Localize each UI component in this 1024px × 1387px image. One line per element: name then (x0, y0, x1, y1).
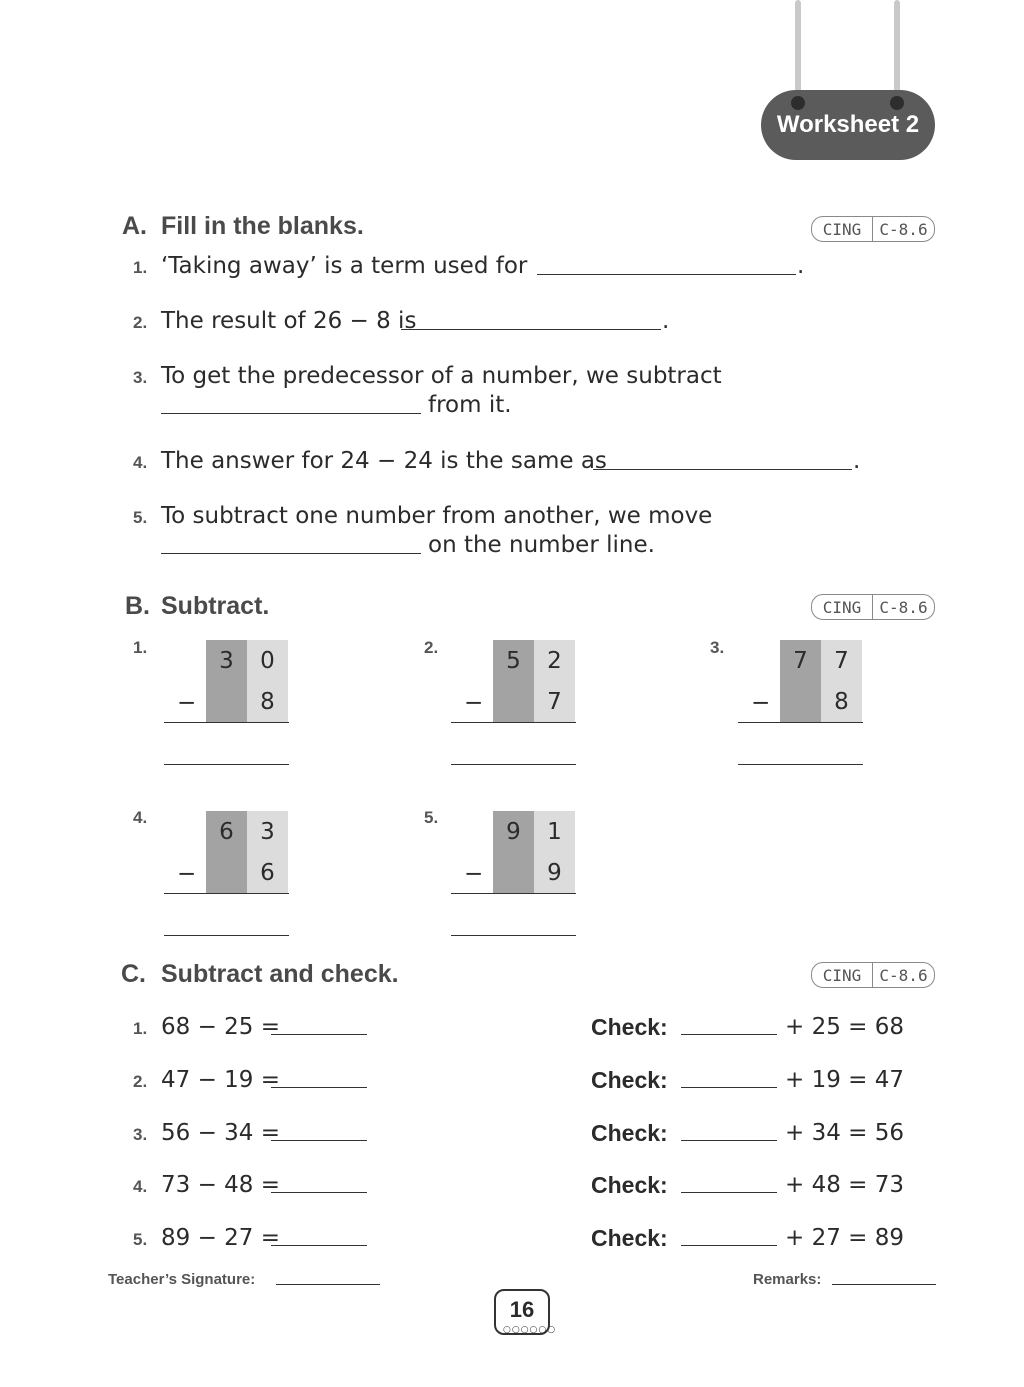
check-blank[interactable] (681, 1087, 777, 1088)
item-text-end: from it. (428, 392, 512, 418)
check-expression: + 25 = 68 (785, 1014, 905, 1040)
check-label: Check: (591, 1014, 668, 1040)
answer-blank[interactable] (537, 274, 796, 275)
item-number: 5. (133, 1230, 148, 1249)
item-number: 4. (133, 1177, 148, 1196)
check-expression: + 19 = 47 (785, 1067, 905, 1093)
subtraction-expression: 56 − 34 = (161, 1120, 281, 1146)
problem-number: 2. (424, 638, 439, 657)
minus-sign: − (464, 861, 484, 887)
digit-tens: 3 (206, 640, 247, 681)
item-text-end: . (853, 448, 861, 474)
answer-blank[interactable] (161, 553, 421, 554)
code-badge-right: C-8.6 (879, 219, 928, 239)
digit-ones: 8 (821, 681, 862, 722)
minus-sign: − (177, 861, 197, 887)
check-blank[interactable] (681, 1140, 777, 1141)
teacher-signature-label: Teacher’s Signature: (108, 1271, 256, 1288)
tag-string-left (795, 0, 801, 96)
tag-string-right (894, 0, 900, 96)
answer-blank[interactable] (271, 1245, 367, 1246)
check-expression: + 48 = 73 (785, 1172, 905, 1198)
item-text-end: on the number line. (428, 532, 655, 558)
section-b-title: Subtract. (161, 592, 270, 620)
digit-ones: 2 (534, 640, 575, 681)
item-number: 3. (133, 1125, 148, 1144)
section-b-letter: B. (125, 592, 150, 620)
answer-blank[interactable] (738, 764, 863, 765)
item-number: 1. (133, 1019, 148, 1038)
item-text: The result of 26 − 8 is (161, 308, 417, 334)
digit-tens: 7 (780, 640, 821, 681)
problem-rule (164, 893, 289, 894)
item-number: 4. (133, 453, 148, 472)
digit-tens (493, 852, 534, 893)
check-blank[interactable] (681, 1192, 777, 1193)
page-badge-dots: ○○○○○○ (503, 1325, 557, 1335)
answer-blank[interactable] (401, 329, 661, 330)
answer-blank[interactable] (164, 935, 289, 936)
remarks-label: Remarks: (753, 1271, 822, 1288)
digit-ones: 7 (821, 640, 862, 681)
section-c-letter: C. (121, 960, 146, 988)
digit-ones: 1 (534, 811, 575, 852)
subtraction-expression: 47 − 19 = (161, 1067, 281, 1093)
digit-tens: 9 (493, 811, 534, 852)
digit-ones: 3 (247, 811, 288, 852)
subtraction-expression: 89 − 27 = (161, 1225, 281, 1251)
page-number: 16 (509, 1297, 535, 1322)
tag-ring-left (791, 96, 805, 110)
tag-ring-right (890, 96, 904, 110)
section-c-code-badge (811, 962, 935, 988)
digit-tens: 5 (493, 640, 534, 681)
check-blank[interactable] (681, 1245, 777, 1246)
item-number: 2. (133, 1072, 148, 1091)
minus-sign: − (751, 690, 771, 716)
problem-number: 4. (133, 808, 148, 827)
item-number: 2. (133, 313, 148, 332)
digit-ones: 6 (247, 852, 288, 893)
digit-ones: 7 (534, 681, 575, 722)
check-label: Check: (591, 1225, 668, 1251)
answer-blank[interactable] (451, 935, 576, 936)
answer-blank[interactable] (271, 1034, 367, 1035)
problem-number: 1. (133, 638, 148, 657)
minus-sign: − (177, 690, 197, 716)
digit-tens: 6 (206, 811, 247, 852)
item-text: ‘Taking away’ is a term used for (161, 253, 528, 279)
section-b-code-badge (811, 594, 935, 620)
problem-rule (164, 722, 289, 723)
digit-tens (206, 852, 247, 893)
section-a-code-badge (811, 216, 935, 242)
check-blank[interactable] (681, 1034, 777, 1035)
digit-ones: 8 (247, 681, 288, 722)
digit-tens (493, 681, 534, 722)
section-c-title: Subtract and check. (161, 960, 399, 988)
item-text: To get the predecessor of a number, we subtract (161, 363, 722, 389)
item-text-end: . (797, 253, 805, 279)
problem-number: 5. (424, 808, 439, 827)
section-a-title: Fill in the blanks. (161, 212, 364, 240)
problem-rule (451, 722, 576, 723)
answer-blank[interactable] (451, 764, 576, 765)
minus-sign: − (464, 690, 484, 716)
answer-blank[interactable] (164, 764, 289, 765)
check-expression: + 27 = 89 (785, 1225, 905, 1251)
check-label: Check: (591, 1120, 668, 1146)
digit-tens (206, 681, 247, 722)
section-a-letter: A. (122, 212, 147, 240)
item-number: 5. (133, 508, 148, 527)
remarks-blank[interactable] (832, 1284, 936, 1285)
check-label: Check: (591, 1067, 668, 1093)
teacher-signature-blank[interactable] (276, 1284, 380, 1285)
subtraction-expression: 68 − 25 = (161, 1014, 281, 1040)
check-label: Check: (591, 1172, 668, 1198)
code-badge-left: CING (812, 595, 873, 619)
problem-number: 3. (710, 638, 725, 657)
answer-blank[interactable] (271, 1087, 367, 1088)
item-number: 3. (133, 368, 148, 387)
code-badge-right: C-8.6 (879, 597, 928, 617)
answer-blank[interactable] (271, 1140, 367, 1141)
worksheet-tag-label: Worksheet 2 (776, 111, 920, 138)
item-number: 1. (133, 258, 148, 277)
digit-ones: 0 (247, 640, 288, 681)
worksheet-tag (761, 90, 935, 160)
digit-tens (780, 681, 821, 722)
digit-ones: 9 (534, 852, 575, 893)
answer-blank[interactable] (271, 1192, 367, 1193)
problem-rule (738, 722, 863, 723)
code-badge-left: CING (812, 217, 873, 241)
subtraction-expression: 73 − 48 = (161, 1172, 281, 1198)
check-expression: + 34 = 56 (785, 1120, 905, 1146)
problem-rule (451, 893, 576, 894)
item-text: To subtract one number from another, we move (161, 503, 713, 529)
item-text: The answer for 24 − 24 is the same as (161, 448, 607, 474)
code-badge-right: C-8.6 (879, 965, 928, 985)
code-badge-left: CING (812, 963, 873, 987)
item-text-end: . (662, 308, 670, 334)
answer-blank[interactable] (593, 469, 852, 470)
answer-blank[interactable] (161, 413, 421, 414)
